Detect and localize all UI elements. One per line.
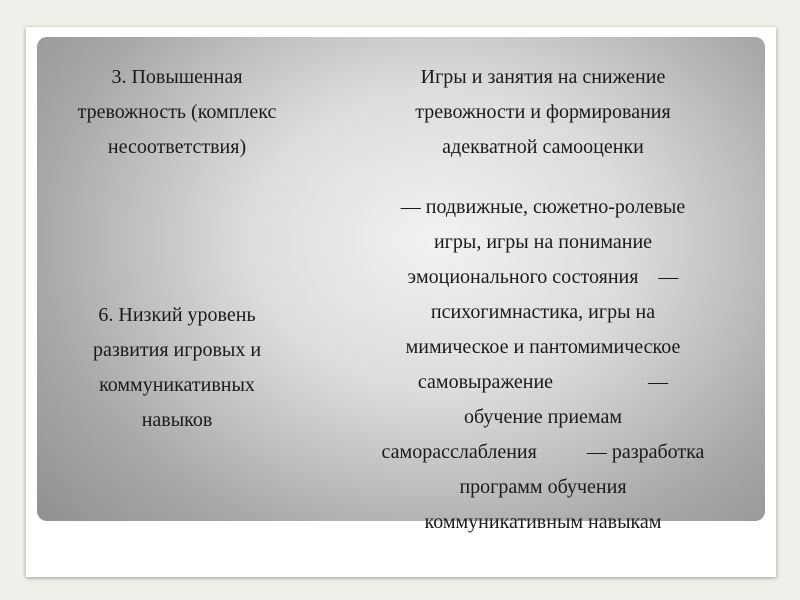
right-heading [328,60,758,165]
body-line: эмоционального состояния — [407,266,679,288]
body-line: мимическое и пантомимическое [405,336,681,358]
heading-line: адекватной самооценки [442,136,644,158]
item-6-line: навыков [141,409,213,431]
item-6-line: развития игровых и [92,339,262,361]
item-6-line: коммуникативных [99,374,255,396]
body-line: коммуникативным навыкам [424,511,662,533]
body-line: обучение приемам [464,406,622,428]
item-6-text [37,298,317,438]
body-line: — подвижные, сюжетно-ролевые [400,196,686,218]
body-line: игры, игры на понимание [433,231,653,253]
body-line: самовыражение — [417,371,669,393]
item-3-line: несоответствия) [107,136,247,158]
heading-line: тревожности и формирования [415,101,671,123]
body-line: саморасслабления — разработка [381,441,705,463]
right-body [328,190,758,540]
heading-line: Игры и занятия на снижение [420,66,666,88]
item-3-line: тревожность (комплекс [77,101,277,123]
body-line: программ обучения [459,476,627,498]
item-3-line: 3. Повышенная [111,66,243,88]
body-line: психогимнастика, игры на [430,301,656,323]
item-3-text [37,60,317,165]
item-6-line: 6. Низкий уровень [98,304,256,326]
